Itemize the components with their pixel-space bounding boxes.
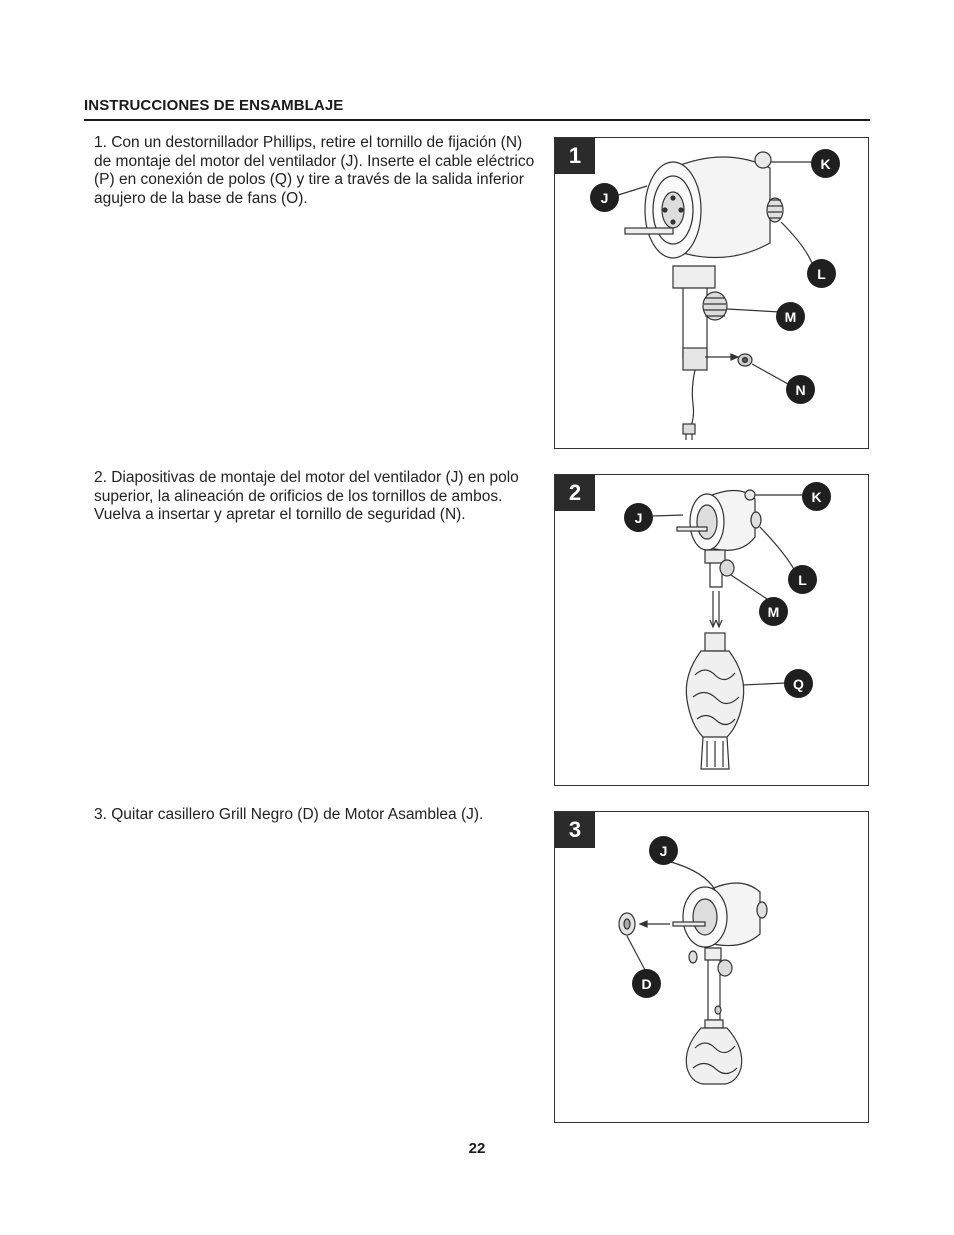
callout-j: J bbox=[590, 183, 619, 212]
callout-k: K bbox=[802, 482, 831, 511]
step-2-number: 2 bbox=[555, 475, 595, 511]
callout-l: L bbox=[788, 565, 817, 594]
callout-j: J bbox=[624, 503, 653, 532]
callout-n: N bbox=[786, 375, 815, 404]
grill-removal-illustration bbox=[555, 812, 870, 1124]
callout-j: J bbox=[649, 836, 678, 865]
step-2-figure bbox=[554, 474, 869, 786]
callout-l: L bbox=[807, 259, 836, 288]
callout-m: M bbox=[776, 302, 805, 331]
callout-q: Q bbox=[784, 669, 813, 698]
callout-d: D bbox=[632, 969, 661, 998]
step-3-number: 3 bbox=[555, 812, 595, 848]
page-number: 22 bbox=[468, 1140, 486, 1157]
callout-m: M bbox=[759, 597, 788, 626]
step-1-number: 1 bbox=[555, 138, 595, 174]
callout-k: K bbox=[811, 149, 840, 178]
step-1-figure bbox=[554, 137, 869, 449]
heading-divider bbox=[84, 119, 870, 121]
motor-mounting-illustration bbox=[555, 475, 870, 787]
step-3-text: 3. Quitar casillero Grill Negro (D) de Motor Asamblea (J). bbox=[94, 806, 484, 823]
section-heading: INSTRUCCIONES DE ENSAMBLAJE bbox=[84, 97, 344, 114]
step-1-text: 1. Con un destornillador Phillips, retire el tornillo de fijación (N) de montaje del motor del ventilador (J). Inserte el cable eléctrico (P) en conexión de polos (Q) y tire a través de la salida inferior agujero de la base de fans (O). bbox=[94, 134, 535, 207]
step-3-figure bbox=[554, 811, 869, 1123]
step-2-text: 2. Diapositivas de montaje del motor del ventilador (J) en polo superior, la alineación de orificios de los tornillos de ambos. Vuelva a insertar y apretar el tornillo de seguridad (N). bbox=[94, 469, 519, 523]
